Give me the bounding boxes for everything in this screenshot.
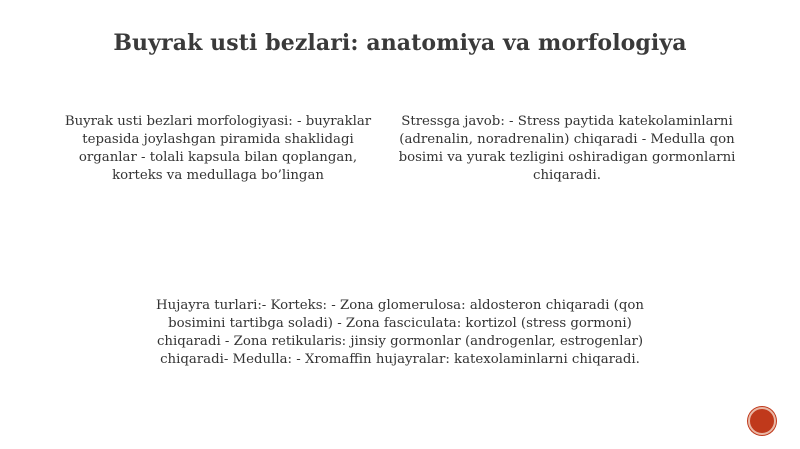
slide-title: Buyrak usti bezlari: anatomiya va morfologiya	[113, 30, 687, 56]
morphology-text: Buyrak usti bezlari morfologiyasi: - buyraklar tepasida joylashgan piramida shaklidagi organlar - tolali kapsula bilan qoplangan, korteks va medullaga bo’lingan	[64, 114, 372, 183]
circle-button-icon[interactable]	[748, 407, 776, 435]
stress-response-text: Stressga javob: - Stress paytida katekolaminlarni (adrenalin, noradrenalin) chiqaradi - Medulla qon bosimi va yurak tezligini oshiradigan gormonlarni chiqaradi.	[398, 114, 736, 183]
cell-types-text: Hujayra turlari:- Korteks: - Zona glomerulosa: aldosteron chiqaradi (qon bosimini tartibga soladi) - Zona fasciculata: kortizol (stress gormoni) chiqaradi - Zona retikularis: jinsiy gormonlar (androgenlar, estrogenlar) chiqaradi- Medulla: - Xromaffin hujayralar: katexolaminlarni chiqaradi.	[156, 298, 644, 367]
